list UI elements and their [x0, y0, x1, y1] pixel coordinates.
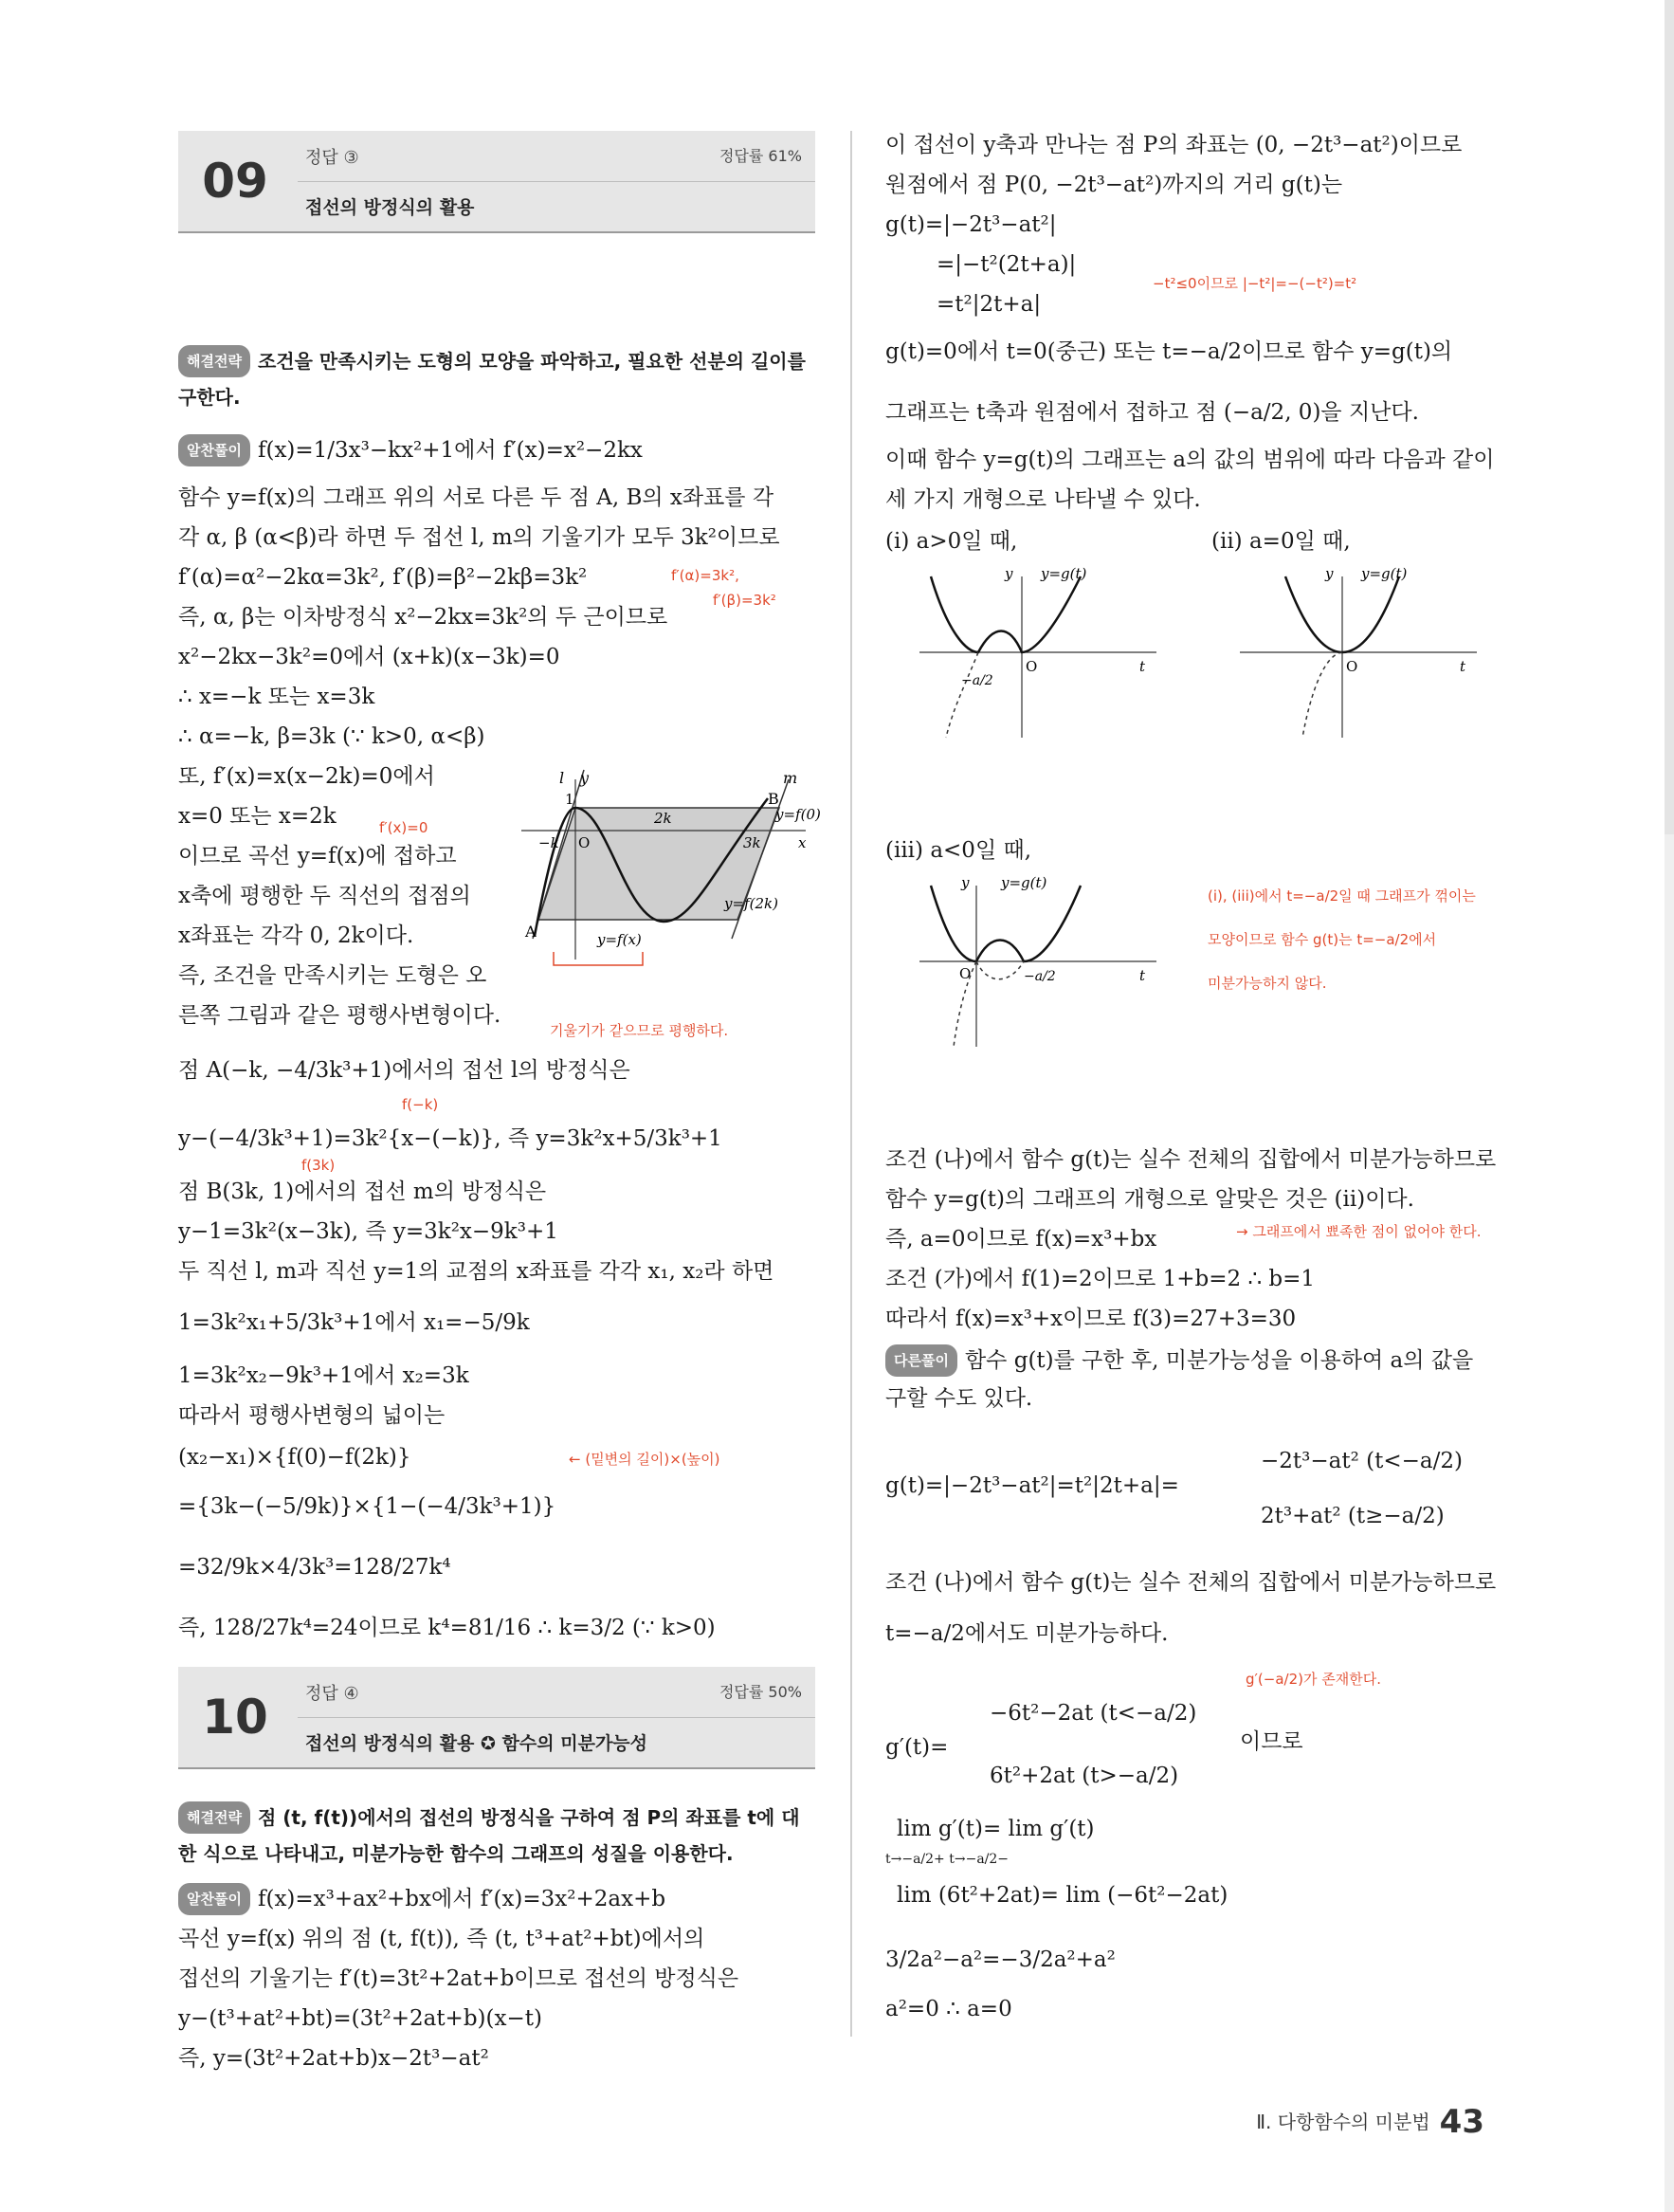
label-origin: O — [1346, 658, 1358, 675]
q09-line: x축에 평행한 두 직선의 접점의 — [178, 884, 471, 908]
q10-strategy-2: 한 식으로 나타내고, 미분가능한 함수의 그래프의 성질을 이용한다. — [178, 1842, 734, 1865]
q09-line: 이므로 곡선 y=f(x)에 접하고 — [178, 844, 457, 868]
label-t: t — [1139, 967, 1146, 984]
label-2k: 2k — [654, 810, 672, 827]
bracket — [554, 952, 643, 965]
q09-line: 1=3k²x₁+5/3k³+1에서 x₁=−5/9k — [178, 1310, 530, 1335]
r-line: (i) a>0일 때, — [885, 529, 1018, 554]
q10-rate: 정답률 50% — [719, 1683, 802, 1701]
q10-strategy: 해결전략 점 (t, f(t))에서의 접선의 방정식을 구하여 점 P의 좌표를 t에 대 — [178, 1801, 800, 1834]
q09-line: ∴ x=−k 또는 x=3k — [178, 685, 375, 709]
q09-line: 각 α, β (α<β)라 하면 두 접선 l, m의 기울기가 모두 3k²이므로 — [178, 525, 780, 550]
r-line: 조건 (가)에서 f(1)=2이므로 1+b=2 ∴ b=1 — [885, 1267, 1316, 1291]
q09-line: 또, f′(x)=x(x−2k)=0에서 — [178, 764, 435, 789]
label-l: l — [559, 769, 565, 787]
q09-note: f′(α)=3k², — [671, 567, 739, 584]
label-origin: O — [578, 834, 591, 851]
q09-strategy-2: 구한다. — [178, 386, 241, 409]
r-note: → 그래프에서 뾰족한 점이 없어야 한다. — [1236, 1223, 1482, 1240]
r-line: −6t²−2at (t<−a/2) — [990, 1701, 1197, 1726]
column-divider — [850, 131, 852, 2037]
r-line: lim (6t²+2at)= lim (−6t²−2at) — [897, 1883, 1228, 1908]
parallelogram-graph — [521, 769, 821, 969]
dashed-curve — [1302, 652, 1342, 738]
q10-answer: 정답 ④ — [305, 1684, 359, 1704]
label-y-gt: y=g(t) — [1001, 874, 1047, 891]
q09-line: 즉, 조건을 만족시키는 도형은 오 — [178, 963, 487, 988]
r-line: 이 접선이 y축과 만나는 점 P의 좌표는 (0, −2t³−at²)이므로 — [885, 133, 1463, 157]
r-note: g′(−a/2)가 존재한다. — [1246, 1671, 1381, 1688]
label-3k: 3k — [743, 834, 761, 851]
r-line: t→−a/2+ t→−a/2− — [885, 1852, 1010, 1867]
q09-line: 함수 y=f(x)의 그래프 위의 서로 다른 두 점 A, B의 x좌표를 각 — [178, 485, 774, 510]
r-note: (i), (iii)에서 t=−a/2일 때 그래프가 꺾이는 — [1208, 887, 1476, 905]
page-footer — [1256, 2103, 1484, 2141]
q09-note: f′(x)=0 — [379, 819, 428, 836]
r-line: 3/2a²−a²=−3/2a²+a² — [885, 1947, 1116, 1972]
r-line: g′(t)= — [885, 1735, 949, 1760]
q10-line: y−(t³+at²+bt)=(3t²+2at+b)(x−t) — [178, 2006, 542, 2031]
q09-note: ← (밑변의 길이)×(높이) — [569, 1451, 720, 1468]
q09-line: x=0 또는 x=2k — [178, 804, 337, 829]
q09-title: 접선의 방정식의 활용 — [305, 197, 475, 218]
q09-header — [178, 131, 815, 233]
r-line: =t²|2t+a| — [937, 292, 1042, 317]
r-line: 6t²+2at (t>−a/2) — [990, 1764, 1179, 1788]
q09-line: x좌표는 각각 0, 2k이다. — [178, 923, 414, 948]
label-y: y — [580, 769, 590, 787]
r-line: (ii) a=0일 때, — [1211, 529, 1351, 554]
label-minus-a-half: −a/2 — [1024, 969, 1056, 984]
q09-answer: 정답 ③ — [305, 148, 359, 168]
r-line: t=−a/2에서도 미분가능하다. — [885, 1621, 1169, 1646]
footer-section: Ⅱ. 다항함수의 미분법 — [1256, 2111, 1430, 2133]
r-line: 다른풀이 함수 g(t)를 구한 후, 미분가능성을 이용하여 a의 값을 — [885, 1344, 1473, 1377]
r-line: 조건 (나)에서 함수 g(t)는 실수 전체의 집합에서 미분가능하므로 — [885, 1570, 1497, 1595]
r-line: 세 가지 개형으로 나타낼 수 있다. — [885, 487, 1201, 512]
q10-line: 즉, y=(3t²+2at+b)x−2t³−at² — [178, 2046, 489, 2071]
r-line: 따라서 f(x)=x³+x이므로 f(3)=27+3=30 — [885, 1307, 1297, 1331]
q09-line: ∴ α=−k, β=3k (∵ k>0, α<β) — [178, 724, 485, 749]
r-line: 구할 수도 있다. — [885, 1386, 1033, 1411]
r-line: =|−t²(2t+a)| — [937, 252, 1077, 277]
label-y-gt: y=g(t) — [1041, 565, 1087, 582]
r-line: 원점에서 점 P(0, −2t³−at²)까지의 거리 g(t)는 — [885, 173, 1343, 197]
curve-gt — [931, 576, 1081, 652]
r-line: 그래프는 t축과 원점에서 접하고 점 (−a/2, 0)을 지난다. — [885, 400, 1419, 425]
r-line: g(t)=|−2t³−at²| — [885, 212, 1057, 237]
q10-line: 접선의 기울기는 f′(t)=3t²+2at+b이므로 접선의 방정식은 — [178, 1966, 739, 1991]
q09-line: 점 A(−k, −4/3k³+1)에서의 접선 l의 방정식은 — [178, 1058, 630, 1083]
label-minus-a-half: −a/2 — [961, 673, 993, 688]
r-line: 이므로 — [1240, 1729, 1303, 1754]
label-y-fx: y=f(x) — [597, 931, 642, 948]
left-column — [178, 131, 821, 2071]
label-y: y — [1325, 565, 1334, 582]
label-y-f0: y=f(0) — [775, 806, 821, 823]
q09-line: ={3k−(−5/9k)}×{1−(−4/3k³+1)} — [178, 1494, 556, 1519]
q09-strategy: 해결전략 조건을 만족시키는 도형의 모양을 파악하고, 필요한 선분의 길이를 — [178, 345, 806, 377]
q09-line: 른쪽 그림과 같은 평행사변형이다. — [178, 1003, 501, 1028]
label-minus-k: −k — [538, 834, 559, 851]
q09-note: f′(β)=3k² — [713, 592, 776, 609]
q10-line: 곡선 y=f(x) 위의 점 (t, f(t)), 즉 (t, t³+at²+bt)에서의 — [178, 1927, 705, 1951]
q09-line: 알찬풀이 f(x)=1/3x³−kx²+1에서 f′(x)=x²−2kx — [178, 434, 643, 466]
r-line: 즉, a=0이므로 f(x)=x³+bx — [885, 1227, 1157, 1252]
curve-gt — [931, 886, 1081, 961]
q09-line: 즉, 128/27k⁴=24이므로 k⁴=81/16 ∴ k=3/2 (∵ k>0) — [178, 1616, 716, 1640]
dashed-curve — [946, 652, 978, 738]
q09-line: 두 직선 l, m과 직선 y=1의 교점의 x좌표를 각각 x₁, x₂라 하면 — [178, 1259, 774, 1284]
label-one: 1 — [565, 791, 574, 808]
q10-header — [178, 1667, 815, 1769]
label-m: m — [783, 769, 798, 787]
label-t: t — [1460, 658, 1466, 675]
label-origin: O — [1026, 658, 1038, 675]
r-note: 미분가능하지 않다. — [1208, 975, 1327, 992]
q09-note: 기울기가 같으므로 평행하다. — [550, 1022, 729, 1039]
r-note: −t²≤0이므로 |−t²|=−(−t²)=t² — [1153, 275, 1357, 292]
q09-line: =32/9k×4/3k³=128/27k⁴ — [178, 1555, 451, 1580]
q09-line: x²−2kx−3k²=0에서 (x+k)(x−3k)=0 — [178, 645, 560, 669]
r-line: 이때 함수 y=g(t)의 그래프는 a의 값의 범위에 따라 다음과 같이 — [885, 448, 1495, 472]
graph-case-2 — [1240, 567, 1486, 747]
label-y-f2k: y=f(2k) — [724, 895, 778, 912]
label-y-gt: y=g(t) — [1361, 565, 1408, 582]
q10-title: 접선의 방정식의 활용 ✪ 함수의 미분가능성 — [305, 1733, 648, 1754]
q09-line: y−(−4/3k³+1)=3k²{x−(−k)}, 즉 y=3k²x+5/3k³+1 — [178, 1126, 722, 1151]
label-origin: O — [959, 965, 972, 982]
r-line: 조건 (나)에서 함수 g(t)는 실수 전체의 집합에서 미분가능하므로 — [885, 1147, 1497, 1172]
label-b: B — [768, 790, 779, 808]
graph-case-3 — [919, 876, 1166, 1056]
q09-line: f′(α)=α²−2kα=3k², f′(β)=β²−2kβ=3k² — [178, 565, 588, 590]
q09-number: 09 — [202, 154, 268, 209]
q09-line: (x₂−x₁)×{f(0)−f(2k)} — [178, 1445, 411, 1470]
q09-line: 즉, α, β는 이차방정식 x²−2kx=3k²의 두 근이므로 — [178, 605, 668, 630]
q09-note: f(−k) — [402, 1096, 439, 1113]
label-t: t — [1139, 658, 1146, 675]
r-line: −2t³−at² (t<−a/2) — [1261, 1449, 1463, 1473]
r-line: lim g′(t)= lim g′(t) — [897, 1817, 1095, 1841]
q10-line: 알찬풀이 f(x)=x³+ax²+bx에서 f′(x)=3x²+2ax+b — [178, 1883, 665, 1915]
page-number: 43 — [1439, 2103, 1484, 2141]
r-line: 함수 y=g(t)의 그래프의 개형으로 알맞은 것은 (ii)이다. — [885, 1187, 1414, 1212]
graph-case-1 — [919, 567, 1166, 747]
q09-line: 1=3k²x₂−9k³+1에서 x₂=3k — [178, 1363, 469, 1388]
q09-line: 점 B(3k, 1)에서의 접선 m의 방정식은 — [178, 1179, 547, 1204]
label-a: A — [525, 923, 537, 941]
q09-note: f(3k) — [301, 1157, 336, 1174]
right-column — [885, 131, 1511, 2037]
r-line: g(t)=|−2t³−at²|=t²|2t+a|= — [885, 1473, 1179, 1498]
edge-bar — [1665, 0, 1674, 834]
r-line: g(t)=0에서 t=0(중근) 또는 t=−a/2이므로 함수 y=g(t)의 — [885, 339, 1453, 364]
r-line: a²=0 ∴ a=0 — [885, 1997, 1012, 2021]
label-y: y — [961, 874, 970, 891]
q09-line: 따라서 평행사변형의 넓이는 — [178, 1403, 446, 1428]
edge-bar — [1665, 834, 1674, 2212]
r-line: 2t³+at² (t≥−a/2) — [1261, 1504, 1445, 1528]
label-x: x — [798, 834, 807, 851]
r-note: 모양이므로 함수 g(t)는 t=−a/2에서 — [1208, 931, 1437, 948]
label-y: y — [1005, 565, 1013, 582]
q10-number: 10 — [202, 1690, 268, 1745]
r-line: (iii) a<0일 때, — [885, 838, 1032, 863]
q09-line: y−1=3k²(x−3k), 즉 y=3k²x−9k³+1 — [178, 1219, 558, 1244]
q09-rate: 정답률 61% — [719, 147, 802, 165]
